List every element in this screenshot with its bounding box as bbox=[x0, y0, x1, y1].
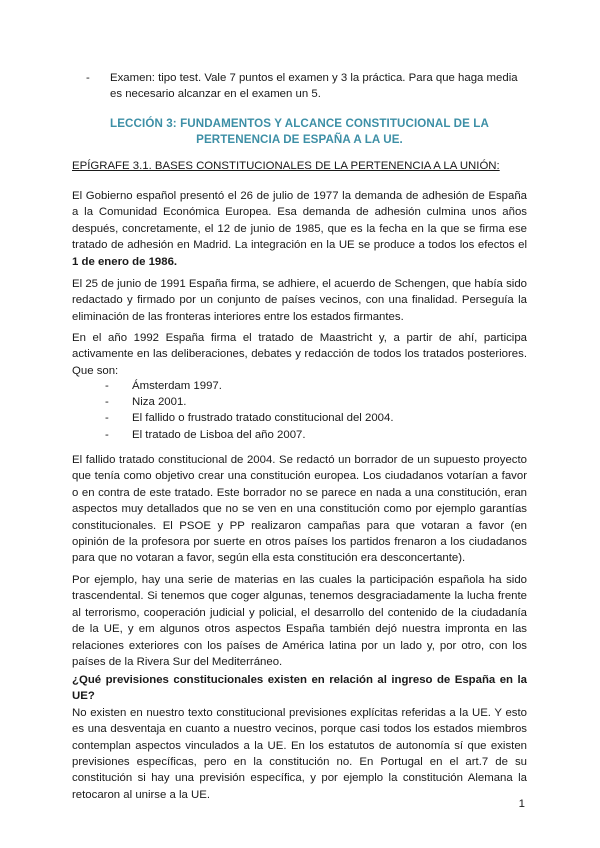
paragraph-constitutional-provisions bbox=[72, 672, 527, 803]
lesson-title: LECCIÓN 3: FUNDAMENTOS Y ALCANCE CONSTITUCIONAL DE LA PERTENENCIA DE ESPAÑA A LA UE. bbox=[110, 117, 489, 146]
bullet-dash: - bbox=[105, 412, 109, 425]
paragraph-spanish-participation: Por ejemplo, hay una serie de materias en las cuales la participación española ha sido trascendental. Si tenemos que coger algunas, tenemos desgraciadamente la lucha frente al terrorismo, cooperación judicial y policial, el desarrollo del contenido de la ciudadanía de la UE, y em algunos otros aspectos España también dejó nuestra impronta en las relaciones exteriores con los países de América latina por un lado y, por otro, con los países de la Rivera Sur del Mediterráneo. bbox=[72, 574, 527, 669]
list-item-text: El tratado de Lisboa del año 2007. bbox=[132, 428, 306, 441]
exam-bullet bbox=[86, 70, 526, 103]
list-item-text: El fallido o frustrado tratado constitucional del 2004. bbox=[132, 412, 394, 425]
treaties-list bbox=[105, 378, 394, 443]
paragraph-maastricht: En el año 1992 España firma el tratado de Maastricht y, a partir de ahí, participa activamente en las deliberaciones, debates y redacción de todos los tratados posteriores. Que son: bbox=[72, 332, 527, 377]
list-item-text: Ámsterdam 1997. bbox=[132, 380, 222, 392]
list-item bbox=[105, 410, 394, 426]
bullet-dash: - bbox=[105, 428, 109, 441]
epigraph-heading: EPÍGRAFE 3.1. BASES CONSTITUCIONALES DE LA PERTENENCIA A LA UNIÓN: bbox=[72, 160, 500, 172]
list-item bbox=[105, 378, 394, 394]
paragraph-adhesion-date: 1 de enero de 1986. bbox=[72, 255, 178, 268]
bullet-dash: - bbox=[105, 380, 109, 392]
paragraph-schengen: El 25 de junio de 1991 España firma, se adhiere, el acuerdo de Schengen, que había sido redactado y firmado por un conjunto de países vecinos, con una finalidad. Perseguía la eliminación de las fronteras interiores entre los estados firmantes. bbox=[72, 278, 527, 323]
paragraph-adhesion-text: El Gobierno español presentó el 26 de julio de 1977 la demanda de adhesión de España a la Comunidad Económica Europea. Esa demanda de adhesión culmina unos años después, concretamente, el 12 de junio de 1985, que es la fecha en la que se firma ese tratado de adhesión en Madrid. La integración en la UE se produce a todos los efectos el bbox=[72, 190, 527, 252]
bullet-dash: - bbox=[105, 396, 109, 409]
list-item-text: Niza 2001. bbox=[132, 396, 187, 409]
list-item bbox=[105, 394, 394, 410]
page-number: 1 bbox=[518, 798, 525, 810]
question-answer: No existen en nuestro texto constitucional previsiones explícitas referidas a la UE. Y esto es una desventaja en cuanto a nuestro vecinos, porque casi todos los estados miembros contemplan aspectos vinculados a la UE. En los estatutos de autonomía sí que existen previsiones específicas, pero en la constitución no. En Portugal en el art.7 de su constitución si hay una previsión específica, y por ejemplo la constitución Alemana la retocaron al unirse a la UE. bbox=[72, 706, 527, 801]
paragraph-constitutional-treaty: El fallido tratado constitucional de 2004. Se redactó un borrador de un supuesto proyecto que tenía como objetivo crear una constitución europea. Los ciudadanos votarían a favor o en contra de este tratado. Este borrador no se parece en nada a una constitución, eran aspectos muy detallados que no se ven en una constitución como por ejemplo garantías constitucionales. El PSOE y PP realizaron campañas para que votaran a favor (en opinión de la profesora por suerte en otros países los partidos frenaron a los ciudadanos para que no votaran a favor, según ella esta constitución era desconcertante). bbox=[72, 454, 527, 565]
list-item bbox=[105, 427, 394, 443]
bullet-dash: - bbox=[86, 72, 90, 84]
paragraph-adhesion bbox=[72, 188, 527, 270]
question-heading: ¿Qué previsiones constitucionales existen en relación al ingreso de España en la UE? bbox=[72, 674, 527, 703]
exam-bullet-text: Examen: tipo test. Vale 7 puntos el examen y 3 la práctica. Para que haga media es necesario alcanzar en el examen un 5. bbox=[110, 72, 518, 101]
